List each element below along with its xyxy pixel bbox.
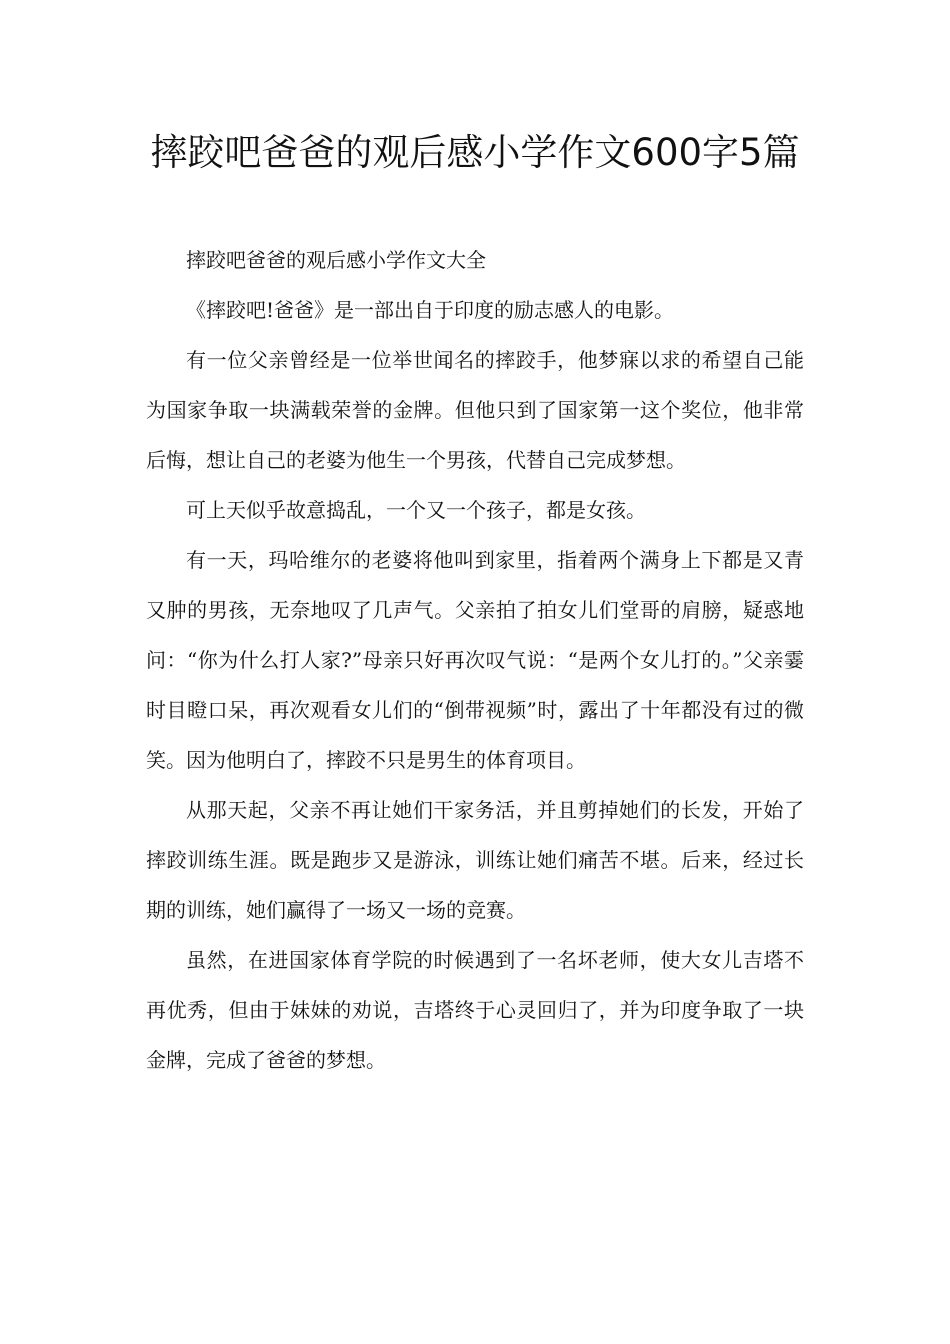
paragraph: 有一天，玛哈维尔的老婆将他叫到家里，指着两个满身上下都是又青又肿的男孩，无奈地叹了几声气。父亲拍了拍女儿们堂哥的肩膀，疑惑地问：“你为什么打人家?”母亲只好再次叹气说：“是两个女儿打的。”父亲霎时目瞪口呆，再次观看女儿们的“倒带视频”时，露出了十年都没有过的微笑。因为他明白了，摔跤不只是男生的体育项目。 <box>146 548 804 772</box>
paragraph: 有一位父亲曾经是一位举世闻名的摔跤手，他梦寐以求的希望自己能为国家争取一块满载荣誉的金牌。但他只到了国家第一这个奖位，他非常后悔，想让自己的老婆为他生一个男孩，代替自己完成梦想。 <box>146 348 804 472</box>
paragraph: 可上天似乎故意捣乱，一个又一个孩子，都是女孩。 <box>186 498 646 522</box>
document-body <box>146 235 804 1085</box>
paragraph: 《摔跤吧!爸爸》是一部出自于印度的励志感人的电影。 <box>186 298 675 322</box>
document-title: 摔跤吧爸爸的观后感小学作文600字5篇 <box>150 131 800 174</box>
paragraph: 虽然，在进国家体育学院的时候遇到了一名坏老师，使大女儿吉塔不再优秀，但由于妹妹的劝说，吉塔终于心灵回归了，并为印度争取了一块金牌，完成了爸爸的梦想。 <box>146 948 804 1072</box>
paragraph: 摔跤吧爸爸的观后感小学作文大全 <box>186 248 486 272</box>
paragraph: 从那天起，父亲不再让她们干家务活，并且剪掉她们的长发，开始了摔跤训练生涯。既是跑步又是游泳，训练让她们痛苦不堪。后来，经过长期的训练，她们赢得了一场又一场的竞赛。 <box>146 798 804 922</box>
